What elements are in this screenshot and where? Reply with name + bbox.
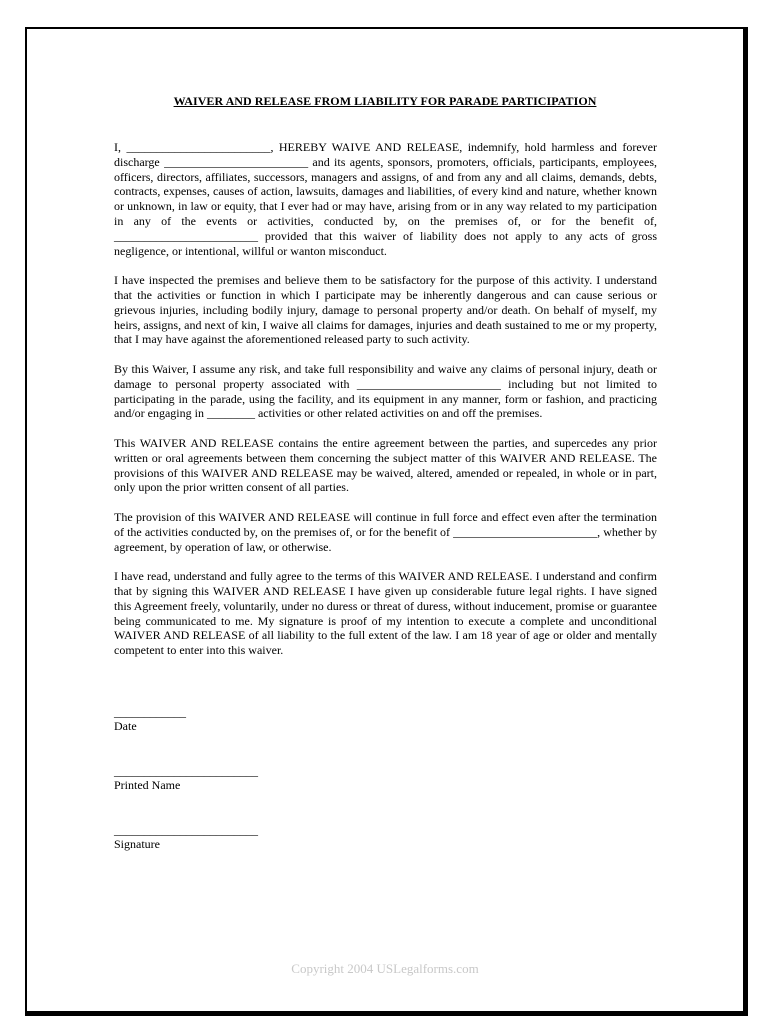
date-field[interactable] [114, 705, 186, 733]
paragraph-survival: The provision of this WAIVER AND RELEASE will continue in full force and effect even after the termination of the activities conducted by, on the premises of, or for the benefit of ________________________, whether by agreement, by operation of law, or otherwise. [114, 509, 657, 554]
paragraph-inspection: I have inspected the premises and believe them to be satisfactory for the purpose of this activity. I understand that the activities or function in which I participate may be inherently dangerous and can cause serious or grievous injuries, including bodily injury, damage to personal property and/or death. On behalf of myself, my heirs, assigns, and next of kin, I waive all claims for damages, injuries and death sustained to me or my property, that I may have against the aforementioned released party to such activity. [114, 273, 657, 347]
copyright-footer: Copyright 2004 USLegalforms.com [291, 961, 479, 976]
signature-label: Signature [114, 837, 160, 851]
printed-name-field[interactable] [114, 764, 258, 792]
date-line[interactable]: ____________ [114, 705, 186, 719]
paragraph-acknowledgement: I have read, understand and fully agree to the terms of this WAIVER AND RELEASE. I understand and confirm that by signing this WAIVER AND RELEASE I have given up considerable future legal rights. I have signed this Agreement freely, voluntarily, under no duress or threat of duress, without inducement, promise or guarantee being communicated to me. My signature is proof of my intention to execute a complete and unconditional WAIVER AND RELEASE of all liability to the full extent of the law. I am 18 year of age or older and mentally competent to enter into this waiver. [114, 569, 657, 658]
document-body [114, 140, 657, 673]
paragraph-release: I, ________________________, HEREBY WAIVE AND RELEASE, indemnify, hold harmless and forever discharge ________________________ and its agents, sponsors, promoters, officials, participants, employees, officers, directors, affiliates, successors, managers and assigns, of and from any and all claims, demands, debts, contracts, expenses, causes of action, lawsuits, damages and liabilities, of every kind and nature, whether known or unknown, in law or equity, that I ever had or may have, arising from or in any way related to my participation in any of the events or activities, conducted by, on the premises of, or for the benefit of, ________________________ provided that this waiver of liability does not apply to any acts of gross negligence, or intentional, willful or wanton misconduct. [114, 140, 657, 258]
printed-name-line[interactable]: ________________________ [114, 764, 258, 778]
paragraph-assumption-of-risk: By this Waiver, I assume any risk, and take full responsibility and waive any claims of personal injury, death or damage to personal property associated with ________________________ including but not limited to participating in the parade, using the facility, and its equipment in any manner, form or fashion, and practicing and/or engaging in ________ activities or other related activities on and off the premises. [114, 361, 657, 421]
signature-line[interactable]: ________________________ [114, 823, 258, 837]
document-title: WAIVER AND RELEASE FROM LIABILITY FOR PARADE PARTICIPATION [173, 94, 597, 108]
paragraph-entire-agreement: This WAIVER AND RELEASE contains the entire agreement between the parties, and supercedes any prior written or oral agreements between them concerning the subject matter of this WAIVER AND RELEASE. The provisions of this WAIVER AND RELEASE may be waived, altered, amended or repealed, in whole or in part, only upon the prior written consent of all parties. [114, 435, 657, 495]
printed-name-label: Printed Name [114, 778, 181, 792]
signature-field[interactable] [114, 823, 258, 851]
date-label: Date [114, 719, 137, 733]
